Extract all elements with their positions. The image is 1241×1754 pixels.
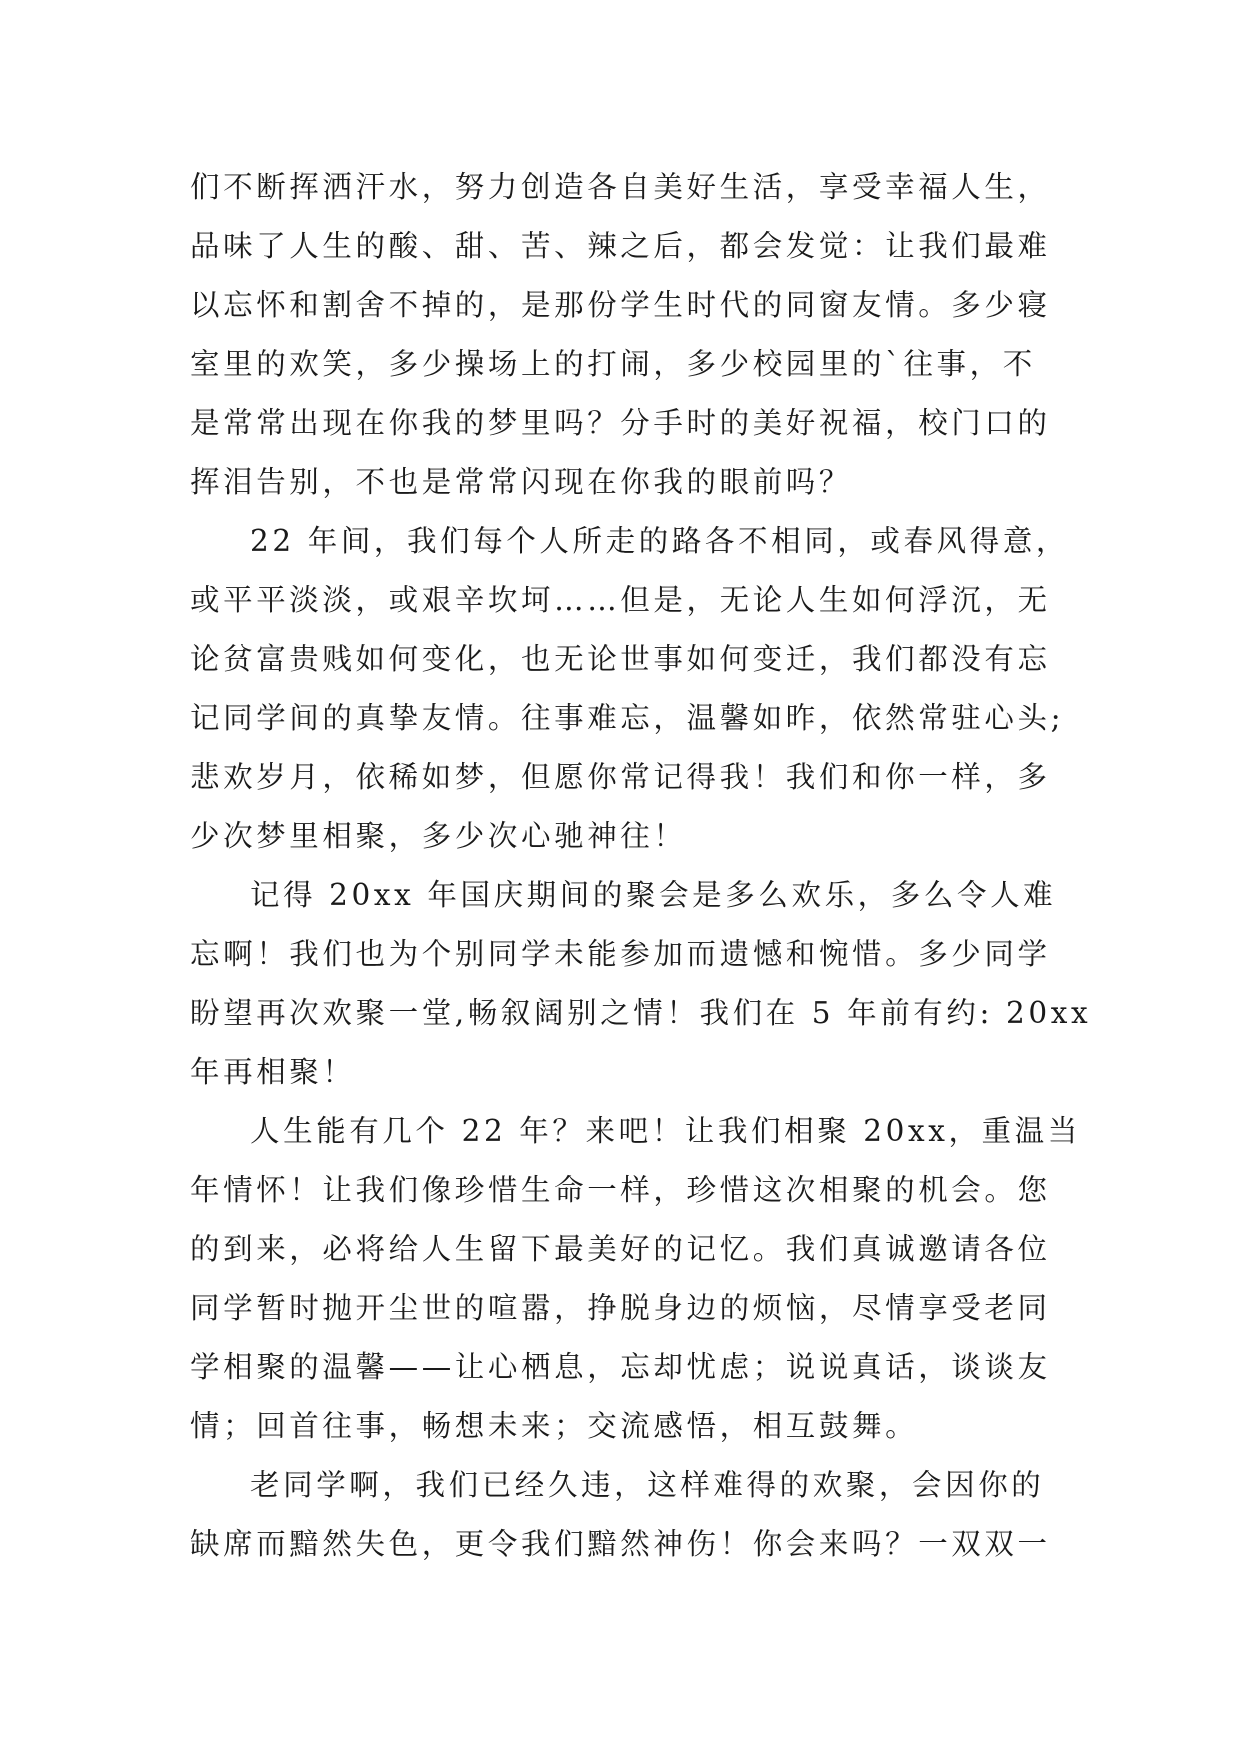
text-line: 学相聚的温馨——让心栖息，忘却忧虑；说说真话，谈谈友 <box>190 1350 1051 1384</box>
text-line: 们不断挥洒汗水，努力创造各自美好生活，享受幸福人生， <box>190 170 1051 204</box>
text-line: 年情怀！让我们像珍惜生命一样，珍惜这次相聚的机会。您 <box>190 1173 1051 1207</box>
text-line: 或平平淡淡，或艰辛坎坷……但是，无论人生如何浮沉，无 <box>190 583 1051 617</box>
text-line: 记同学间的真挚友情。往事难忘，温馨如昨，依然常驻心头; <box>190 701 1065 735</box>
paragraph-start-line: 记得 20xx 年国庆期间的聚会是多么欢乐，多么令人难 <box>250 878 1057 912</box>
text-line: 忘啊！我们也为个别同学未能参加而遗憾和惋惜。多少同学 <box>190 937 1051 971</box>
paragraph-start-line: 老同学啊，我们已经久违，这样难得的欢聚，会因你的 <box>250 1468 1045 1502</box>
text-line: 情；回首往事，畅想未来；交流感悟，相互鼓舞。 <box>190 1409 919 1443</box>
text-line: 缺席而黯然失色，更令我们黯然神伤！你会来吗？一双双一 <box>190 1527 1051 1561</box>
body-text <box>190 158 1092 1574</box>
text-line: 品味了人生的酸、甜、苦、辣之后，都会发觉：让我们最难 <box>190 229 1051 263</box>
text-line: 的到来，必将给人生留下最美好的记忆。我们真诚邀请各位 <box>190 1232 1051 1266</box>
text-line: 室里的欢笑，多少操场上的打闹，多少校园里的`往事，不 <box>190 347 1036 381</box>
text-line: 以忘怀和割舍不掉的，是那份学生时代的同窗友情。多少寝 <box>190 288 1051 322</box>
text-line: 悲欢岁月，依稀如梦，但愿你常记得我！我们和你一样，多 <box>190 760 1051 794</box>
text-line: 少次梦里相聚，多少次心驰神往！ <box>190 819 687 853</box>
text-line: 论贫富贵贱如何变化，也无论世事如何变迁，我们都没有忘 <box>190 642 1051 676</box>
paragraph-start-line: 22 年间，我们每个人所走的路各不相同，或春风得意， <box>250 524 1070 558</box>
text-line: 是常常出现在你我的梦里吗？分手时的美好祝福，校门口的 <box>190 406 1051 440</box>
paragraph-start-line: 人生能有几个 22 年？来吧！让我们相聚 20xx，重温当 <box>250 1114 1081 1148</box>
text-line: 盼望再次欢聚一堂,畅叙阔别之情！我们在 5 年前有约: 20xx <box>190 996 1092 1030</box>
text-line: 挥泪告别，不也是常常闪现在你我的眼前吗？ <box>190 465 853 499</box>
text-line: 同学暂时抛开尘世的喧嚣，挣脱身边的烦恼，尽情享受老同 <box>190 1291 1051 1325</box>
text-line: 年再相聚！ <box>190 1055 356 1089</box>
